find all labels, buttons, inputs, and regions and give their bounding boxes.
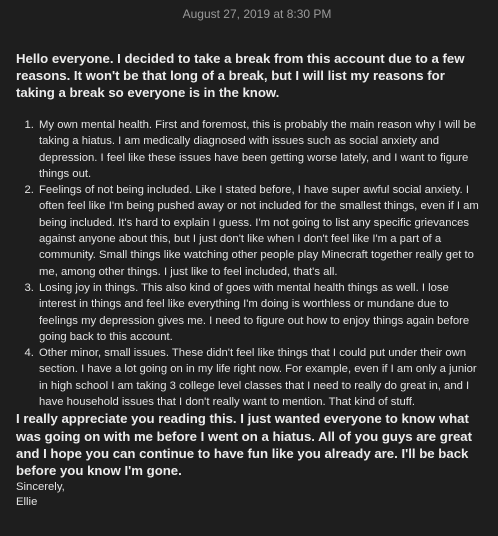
list-item: 2. Feelings of not being included. Like I stated before, I have super awful social anxiety. I often feel like I'm being pushed away or not included for the smallest things, even if I am being included. It's hard to explain I guess. I'm not going to list any specific grievances against anyone about this, but I just don't like when I don't feel like I'm a part of a community. Small things like watching other people play Minecraft together really get to me, among other things. I just like to feel included, that's all. xyxy=(37,182,485,280)
intro-paragraph: Hello everyone. I decided to take a break from this account due to a few reasons. It won't be that long of a break, but I will list my reasons for taking a break so everyone is in the know. xyxy=(16,51,465,100)
reasons-list xyxy=(16,117,485,410)
signoff-line: Sincerely, xyxy=(16,480,65,493)
list-item: 1. My own mental health. First and foremost, this is probably the main reason why I will be taking a hiatus. I am medically diagnosed with issues such as social anxiety and depression. I feel like these issues have been getting worse lately, and I want to figure things out. xyxy=(37,117,485,182)
note-timestamp: August 27, 2019 at 8:30 PM xyxy=(182,7,332,21)
list-item: 4. Other minor, small issues. These didn't feel like things that I could put under their own section. I have a lot going on in my life right now. For example, even if I am only a junior in high school I am taking 3 college level classes that I need to really do great in, and I have household issues that I don't really want to mention. That kind of stuff. xyxy=(37,345,485,410)
signature-line: Ellie xyxy=(16,496,38,509)
list-item: 3. Losing joy in things. This also kind of goes with mental health things as well. I lose interest in things and feel like everything I'm doing is worthless or mundane due to feelings my depression gives me. I need to figure out how to enjoy things again before going back to this account. xyxy=(37,280,485,345)
closing-paragraph: I really appreciate you reading this. I just wanted everyone to know what was going on with me before I went on a hiatus. All of you guys are great and I hope you can continue to have fun like you already are. I'll be back before you know I'm gone. xyxy=(16,411,473,479)
